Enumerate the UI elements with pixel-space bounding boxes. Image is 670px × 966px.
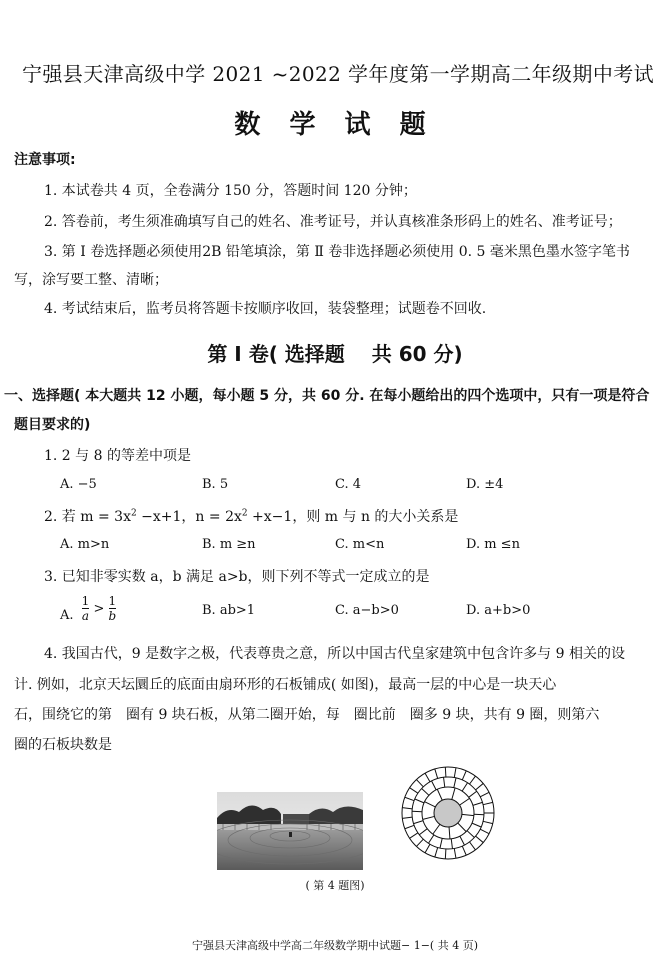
notice-item-1: 1. 本试卷共 4 页，全卷满分 150 分，答题时间 120 分钟；	[44, 183, 417, 199]
q4-figure-caption: ( 第 4 题图)	[305, 879, 365, 892]
q2-stem	[44, 506, 458, 526]
q2-stem-part3: +x−1，则 m 与 n 的大小关系是	[247, 509, 459, 525]
q1-option-a: A. −5	[60, 477, 97, 492]
q1-option-c: C. 4	[335, 477, 362, 492]
q2-option-d: D. m ≤n	[466, 537, 520, 552]
q2-option-c: C. m<n	[335, 537, 385, 552]
q2-exponent-2: 2	[241, 508, 248, 519]
q3-option-c: C. a−b>0	[335, 603, 399, 618]
q2-stem-part1: 2. 若 m = 3x	[44, 509, 131, 525]
q3-option-a	[60, 595, 116, 623]
notice-item-4: 4. 考试结束后，监考员将答题卡按顺序收回，装袋整理；试题卷不回收.	[44, 301, 487, 317]
subject-title: 数 学 试 题	[234, 110, 436, 140]
q3-a-frac-1-num: 1	[81, 594, 90, 608]
q4-photo-image	[217, 792, 363, 870]
notice-item-3-cont: 写，涂写要工整、清晰；	[14, 272, 168, 288]
q4-line4: 圈的石板块数是	[14, 737, 112, 753]
q3-option-b: B. ab>1	[202, 603, 256, 618]
q4-line1: 4. 我国古代，9 是数字之极，代表尊贵之意，所以中国古代皇家建筑中包含许多与 9 相关的设	[44, 646, 625, 662]
section-intro-line2: 题目要求的)	[14, 417, 91, 433]
q3-a-frac-2-num: 1	[108, 594, 117, 608]
q3-a-frac-1-den: a	[81, 609, 90, 623]
notice-item-2: 2. 答卷前，考生须准确填写自己的姓名、准考证号，并认真核准条形码上的姓名、准考证号；	[44, 214, 622, 230]
q3-a-gt: >	[93, 601, 105, 617]
q1-option-b: B. 5	[202, 477, 229, 492]
q3-a-prefix: A.	[60, 607, 74, 623]
section-intro-line1: 一、选择题( 本大题共 12 小题，每小题 5 分，共 60 分. 在每小题给出的四个选项中，只有一项是符合	[4, 388, 650, 404]
q2-stem-part2: −x+1，n = 2x	[136, 509, 242, 525]
q3-a-frac-1	[82, 595, 90, 623]
q3-a-frac-2	[109, 595, 117, 623]
q1-option-d: D. ±4	[466, 477, 504, 492]
q1-stem: 1. 2 与 8 的等差中项是	[44, 448, 191, 464]
q3-option-d: D. a+b>0	[466, 603, 531, 618]
q2-option-b: B. m ≥n	[202, 537, 256, 552]
ring-spoke	[445, 849, 446, 859]
ring-spoke	[445, 767, 446, 777]
notice-item-3: 3. 第 Ⅰ 卷选择题必须使用2B 铅笔填涂，第 Ⅱ 卷非选择题必须使用 0. 5 毫米黑色墨水签字笔书	[44, 244, 630, 260]
q2-option-a: A. m>n	[60, 537, 110, 552]
exam-title: 宁强县天津高级中学 2021 ~2022 学年度第一学期高二年级期中考试	[22, 62, 655, 86]
q3-stem: 3. 已知非零实数 a，b 满足 a>b，则下列不等式一定成立的是	[44, 569, 430, 585]
q3-a-frac-2-den: b	[108, 609, 117, 623]
q2-exponent-1: 2	[130, 508, 137, 519]
page-footer: 宁强县天津高级中学高二年级数学期中试题− 1−( 共 4 页)	[192, 939, 478, 952]
q4-line3: 石，围绕它的第 圈有 9 块石板，从第二圈开始，每 圈比前 圈多 9 块，共有 9 圈，则第六	[14, 707, 600, 723]
section-title: 第 Ⅰ 卷( 选择题 共 60 分)	[207, 342, 463, 366]
q4-line2: 计. 例如，北京天坛圜丘的底面由扇环形的石板铺成( 如图)，最高一层的中心是一块天心	[14, 677, 557, 693]
notice-heading: 注意事项:	[14, 152, 76, 168]
q4-ring-diagram	[400, 765, 496, 861]
